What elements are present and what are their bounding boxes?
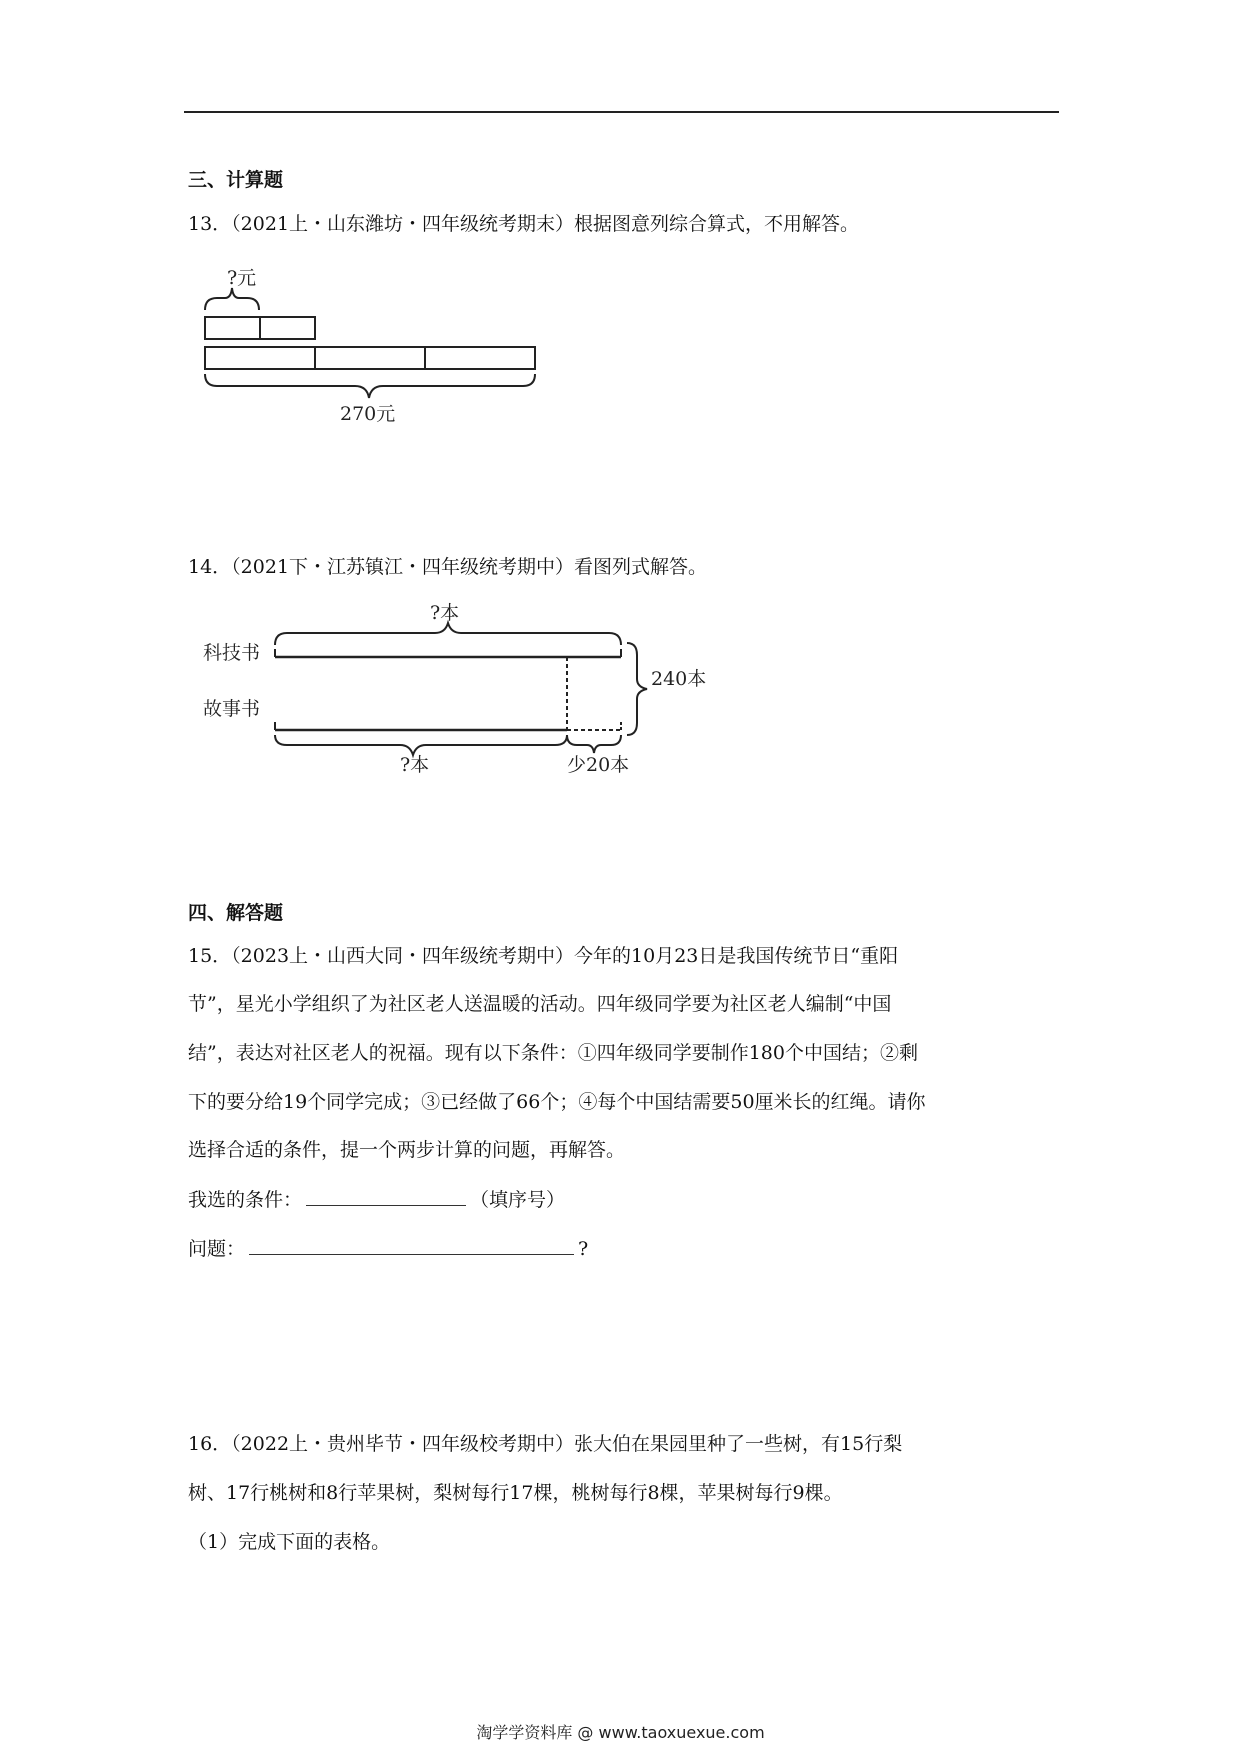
- q13-big-segment-1: [205, 347, 315, 369]
- q14-right-brace: [627, 643, 647, 735]
- q14-bottom-unknown-label: ?本: [400, 754, 430, 775]
- section-title-calculation: 三、计算题: [188, 169, 284, 191]
- question-15-line-1: 15．（2023上・山西大同・四年级统考期中）今年的10月23日是我国传统节日“重阳: [188, 945, 899, 967]
- q15-question-label: 问题：: [188, 1238, 246, 1260]
- q13-top-brace: [205, 288, 259, 310]
- question-16-line-2: 树、17行桃树和8行苹果树，梨树每行17棵，桃树每行8棵，苹果树每行9棵。: [188, 1482, 843, 1504]
- q13-small-segment-2: [260, 317, 315, 339]
- q13-big-segment-3: [425, 347, 535, 369]
- q13-unknown-label: ?元: [227, 267, 257, 289]
- question-16-line-1: 16．（2022上・贵州毕节・四年级校考期中）张大伯在果园里种了一些树，有15行梨: [188, 1433, 903, 1455]
- q14-row2-label: 故事书: [203, 698, 261, 720]
- question-13-text: 13．（2021上・山东潍坊・四年级统考期末）根据图意列综合算式，不用解答。: [188, 213, 860, 235]
- q15-condition-label: 我选的条件：: [188, 1189, 303, 1211]
- question-15-line-3: 结”，表达对社区老人的祝福。现有以下条件：①四年级同学要制作180个中国结；②剩: [188, 1042, 918, 1064]
- q15-condition-hint: （填序号）: [470, 1189, 566, 1211]
- q13-diagram: [195, 260, 555, 430]
- q14-top-unknown-label: ?本: [430, 602, 460, 624]
- question-15-line-5: 选择合适的条件，提一个两步计算的问题，再解答。: [188, 1139, 626, 1161]
- q13-small-segment-1: [205, 317, 260, 339]
- q13-bottom-brace: [205, 374, 535, 398]
- q14-less-brace: [567, 735, 621, 753]
- q15-question-mark: ?: [578, 1238, 589, 1260]
- question-14-text: 14．（2021下・江苏镇江・四年级统考期中）看图列式解答。: [188, 556, 708, 578]
- top-rule: [184, 111, 1059, 113]
- q14-total-label: 240本: [651, 668, 707, 690]
- q14-diagram: [195, 595, 725, 775]
- question-15-line-4: 下的要分给19个同学完成；③已经做了66个；④每个中国结需要50厘米长的红绳。请你: [188, 1091, 926, 1113]
- q15-question-row: [188, 1236, 588, 1261]
- q15-condition-blank[interactable]: [306, 1187, 466, 1206]
- question-16-line-3: （1）完成下面的表格。: [188, 1531, 391, 1553]
- q15-question-blank[interactable]: [249, 1236, 574, 1255]
- question-15-line-2: 节”，星光小学组织了为社区老人送温暖的活动。四年级同学要为社区老人编制“中国: [188, 993, 892, 1015]
- footer-watermark: 淘学学资料库 @ www.taoxuexue.com: [476, 1723, 765, 1742]
- q14-row1-label: 科技书: [203, 642, 261, 664]
- section-title-answer: 四、解答题: [188, 902, 284, 924]
- q14-less-label: 少20本: [567, 754, 630, 775]
- q13-total-label: 270元: [340, 403, 396, 425]
- q14-bottom-brace: [275, 735, 567, 755]
- q14-top-brace: [275, 623, 621, 645]
- q13-big-segment-2: [315, 347, 425, 369]
- q15-condition-row: [188, 1187, 565, 1212]
